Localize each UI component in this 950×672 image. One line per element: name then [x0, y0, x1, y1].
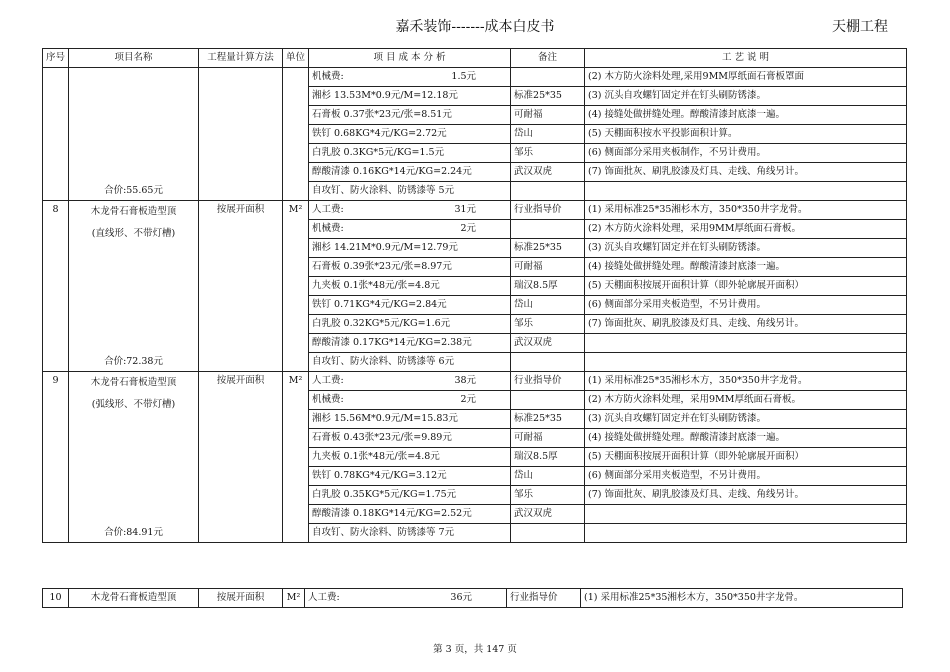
- item-total: 合价:55.65元: [104, 185, 163, 196]
- cost-label: 机械费:: [312, 71, 344, 82]
- note-cell: 岱山: [511, 125, 585, 144]
- cost-label: 人工费:: [312, 375, 344, 386]
- note-cell: 邹乐: [511, 315, 585, 334]
- note-cell: 武汉双虎: [511, 163, 585, 182]
- next-page-table: [42, 588, 903, 608]
- note-cell: [511, 353, 585, 372]
- cost-cell: [309, 258, 511, 277]
- cost-cell: [309, 505, 511, 524]
- unit: [283, 68, 309, 201]
- calc-method: 按展开面积: [199, 589, 283, 608]
- cost-cell: [309, 486, 511, 505]
- note-cell: 标准25*35: [511, 239, 585, 258]
- item-name-cell: [69, 372, 199, 543]
- process-cell: (3) 沉头自攻螺钉固定并在钉头刷防锈漆。: [585, 239, 907, 258]
- cost-amount: 38元: [454, 375, 477, 386]
- process-cell: (6) 侧面部分采用夹板造型，不另计费用。: [585, 296, 907, 315]
- note-cell: [511, 524, 585, 543]
- note-cell: 行业指导价: [511, 201, 585, 220]
- cost-table: [42, 48, 907, 543]
- note-cell: 可耐福: [511, 429, 585, 448]
- cost-amount: 2元: [460, 394, 477, 405]
- cost-cell: [309, 182, 511, 201]
- cost-cell: [309, 315, 511, 334]
- note-cell: [511, 220, 585, 239]
- process-cell: (5) 天棚面积按展开面积计算（即外轮廓展开面积）: [585, 448, 907, 467]
- cost-label: 九夹板 0.1张*48元/张=4.8元: [312, 451, 440, 462]
- section-title: 天棚工程: [832, 19, 888, 35]
- cost-label: 机械费:: [312, 223, 344, 234]
- note-cell: 武汉双虎: [511, 334, 585, 353]
- cost-label: 白乳胶 0.35KG*5元/KG=1.75元: [312, 489, 457, 500]
- cost-label: 醇酸清漆 0.17KG*14元/KG=2.38元: [312, 337, 472, 348]
- cost-label: 人工费:: [308, 592, 340, 603]
- item-name: 木龙骨石膏板造型顶: [90, 377, 177, 388]
- process-cell: [585, 505, 907, 524]
- process-cell: (7) 饰面批灰、刷乳胶漆及灯具、走线、角线另计。: [585, 315, 907, 334]
- cost-label: 石膏板 0.43张*23元/张=9.89元: [312, 432, 452, 443]
- cost-label: 自攻钉、防火涂料、防锈漆等 6元: [312, 356, 455, 367]
- process-cell: (3) 沉头自攻螺钉固定并在钉头刷防锈漆。: [585, 410, 907, 429]
- column-header: 项目名称: [69, 49, 199, 68]
- cost-label: 湘杉 13.53M*0.9元/M=12.18元: [312, 90, 458, 101]
- calc-method: 按展开面积: [199, 372, 283, 543]
- item-index: 10: [43, 589, 69, 608]
- note-cell: 邹乐: [511, 486, 585, 505]
- cost-label: 石膏板 0.39张*23元/张=8.97元: [312, 261, 452, 272]
- item-name-cell: [69, 68, 199, 201]
- cost-cell: [309, 391, 511, 410]
- item-name: 木龙骨石膏板造型顶: [90, 206, 177, 217]
- item-name-cell: [69, 201, 199, 372]
- note-cell: [511, 182, 585, 201]
- calc-method: 按展开面积: [199, 201, 283, 372]
- note-cell: 岱山: [511, 467, 585, 486]
- cost-cell: [309, 87, 511, 106]
- cost-cell: [309, 125, 511, 144]
- note-cell: 可耐福: [511, 258, 585, 277]
- cost-cell: [309, 220, 511, 239]
- unit: M²: [283, 372, 309, 543]
- note-cell: 可耐福: [511, 106, 585, 125]
- column-header: 备注: [511, 49, 585, 68]
- process-cell: (6) 侧面部分采用夹板制作，不另计费用。: [585, 144, 907, 163]
- cost-cell: [309, 353, 511, 372]
- cost-amount: 1.5元: [451, 71, 477, 82]
- note-cell: 瑞汉8.5厚: [511, 277, 585, 296]
- item-index: [43, 68, 69, 201]
- note-cell: 武汉双虎: [511, 505, 585, 524]
- note-cell: [511, 68, 585, 87]
- cost-label: 醇酸清漆 0.16KG*14元/KG=2.24元: [312, 166, 472, 177]
- cost-cell: [309, 144, 511, 163]
- cost-cell: [305, 589, 507, 608]
- cost-label: 九夹板 0.1张*48元/张=4.8元: [312, 280, 440, 291]
- cost-cell: [309, 277, 511, 296]
- item-total: 合价:72.38元: [104, 356, 163, 367]
- process-cell: (5) 天棚面积按展开面积计算（即外轮廓展开面积）: [585, 277, 907, 296]
- cost-cell: [309, 410, 511, 429]
- unit: M²: [283, 201, 309, 372]
- cost-label: 白乳胶 0.3KG*5元/KG=1.5元: [312, 147, 445, 158]
- cost-cell: [309, 524, 511, 543]
- cost-cell: [309, 201, 511, 220]
- cost-label: 醇酸清漆 0.18KG*14元/KG=2.52元: [312, 508, 472, 519]
- cost-label: 自攻钉、防火涂料、防锈漆等 7元: [312, 527, 455, 538]
- cost-cell: [309, 467, 511, 486]
- header-row: [43, 49, 907, 68]
- process-cell: (5) 天棚面积按水平投影面积计算。: [585, 125, 907, 144]
- note-cell: [511, 391, 585, 410]
- process-cell: (2) 木方防火涂料处理，采用9MM厚纸面石膏板。: [585, 391, 907, 410]
- cost-label: 机械费:: [312, 394, 344, 405]
- process-cell: (4) 接缝处做拼缝处理。醇酸清漆封底漆一遍。: [585, 106, 907, 125]
- process-cell: (7) 饰面批灰、刷乳胶漆及灯具、走线、角线另计。: [585, 486, 907, 505]
- cost-label: 铁钉 0.78KG*4元/KG=3.12元: [312, 470, 447, 481]
- cost-cell: [309, 106, 511, 125]
- note-cell: 岱山: [511, 296, 585, 315]
- cost-amount: 36元: [450, 592, 472, 603]
- cost-cell: [309, 239, 511, 258]
- cost-cell: [309, 163, 511, 182]
- item-index: 8: [43, 201, 69, 372]
- cost-label: 人工费:: [312, 204, 344, 215]
- cost-label: 铁钉 0.71KG*4元/KG=2.84元: [312, 299, 447, 310]
- process-cell: [585, 334, 907, 353]
- process-cell: [585, 524, 907, 543]
- column-header: 工 艺 说 明: [585, 49, 907, 68]
- note-cell: 行业指导价: [507, 589, 581, 608]
- cost-cell: [309, 68, 511, 87]
- cost-amount: 2元: [460, 223, 477, 234]
- table-row: [43, 68, 907, 87]
- cost-cell: [309, 372, 511, 391]
- unit: M²: [283, 589, 305, 608]
- note-cell: 邹乐: [511, 144, 585, 163]
- process-cell: (1) 采用标准25*35湘杉木方，350*350井字龙骨。: [581, 589, 903, 608]
- page-title: 嘉禾装饰-------成本白皮书: [395, 19, 555, 35]
- cost-cell: [309, 448, 511, 467]
- process-cell: [585, 353, 907, 372]
- cost-cell: [309, 334, 511, 353]
- cost-label: 湘杉 15.56M*0.9元/M=15.83元: [312, 413, 458, 424]
- process-cell: (6) 侧面部分采用夹板造型，不另计费用。: [585, 467, 907, 486]
- column-header: 工程量计算方法: [199, 49, 283, 68]
- column-header: 单位: [283, 49, 309, 68]
- cost-label: 自攻钉、防火涂料、防锈漆等 5元: [312, 185, 455, 196]
- cost-label: 石膏板 0.37张*23元/张=8.51元: [312, 109, 452, 120]
- cost-amount: 31元: [454, 204, 477, 215]
- item-name: 木龙骨石膏板造型顶: [69, 589, 199, 608]
- item-total: 合价:84.91元: [104, 527, 163, 538]
- process-cell: (4) 接缝处做拼缝处理。醇酸清漆封底漆一遍。: [585, 429, 907, 448]
- process-cell: (7) 饰面批灰、刷乳胶漆及灯具、走线、角线另计。: [585, 163, 907, 182]
- item-index: 9: [43, 372, 69, 543]
- table-row: [43, 201, 907, 220]
- cost-label: 白乳胶 0.32KG*5元/KG=1.6元: [312, 318, 451, 329]
- table-row: [43, 589, 903, 608]
- calc-method: [199, 68, 283, 201]
- cost-cell: [309, 296, 511, 315]
- note-cell: 行业指导价: [511, 372, 585, 391]
- note-cell: 标准25*35: [511, 87, 585, 106]
- process-cell: [585, 182, 907, 201]
- cost-label: 湘杉 14.21M*0.9元/M=12.79元: [312, 242, 458, 253]
- cost-label: 铁钉 0.68KG*4元/KG=2.72元: [312, 128, 447, 139]
- process-cell: (2) 木方防火涂料处理,采用9MM厚纸面石膏板罩面: [585, 68, 907, 87]
- table-row: [43, 372, 907, 391]
- column-header: 序号: [43, 49, 69, 68]
- cost-cell: [309, 429, 511, 448]
- process-cell: (4) 接缝处做拼缝处理。醇酸清漆封底漆一遍。: [585, 258, 907, 277]
- process-cell: (2) 木方防火涂料处理，采用9MM厚纸面石膏板。: [585, 220, 907, 239]
- item-subname: (直线形、不带灯槽): [91, 228, 176, 239]
- item-subname: (弧线形、不带灯槽): [91, 399, 176, 410]
- note-cell: 标准25*35: [511, 410, 585, 429]
- process-cell: (3) 沉头自攻螺钉固定并在钉头刷防锈漆。: [585, 87, 907, 106]
- column-header: 项 目 成 本 分 析: [309, 49, 511, 68]
- process-cell: (1) 采用标准25*35湘杉木方，350*350井字龙骨。: [585, 201, 907, 220]
- process-cell: (1) 采用标准25*35湘杉木方，350*350井字龙骨。: [585, 372, 907, 391]
- note-cell: 瑞汉8.5厚: [511, 448, 585, 467]
- page-footer: 第 3 页，共 147 页: [433, 644, 517, 655]
